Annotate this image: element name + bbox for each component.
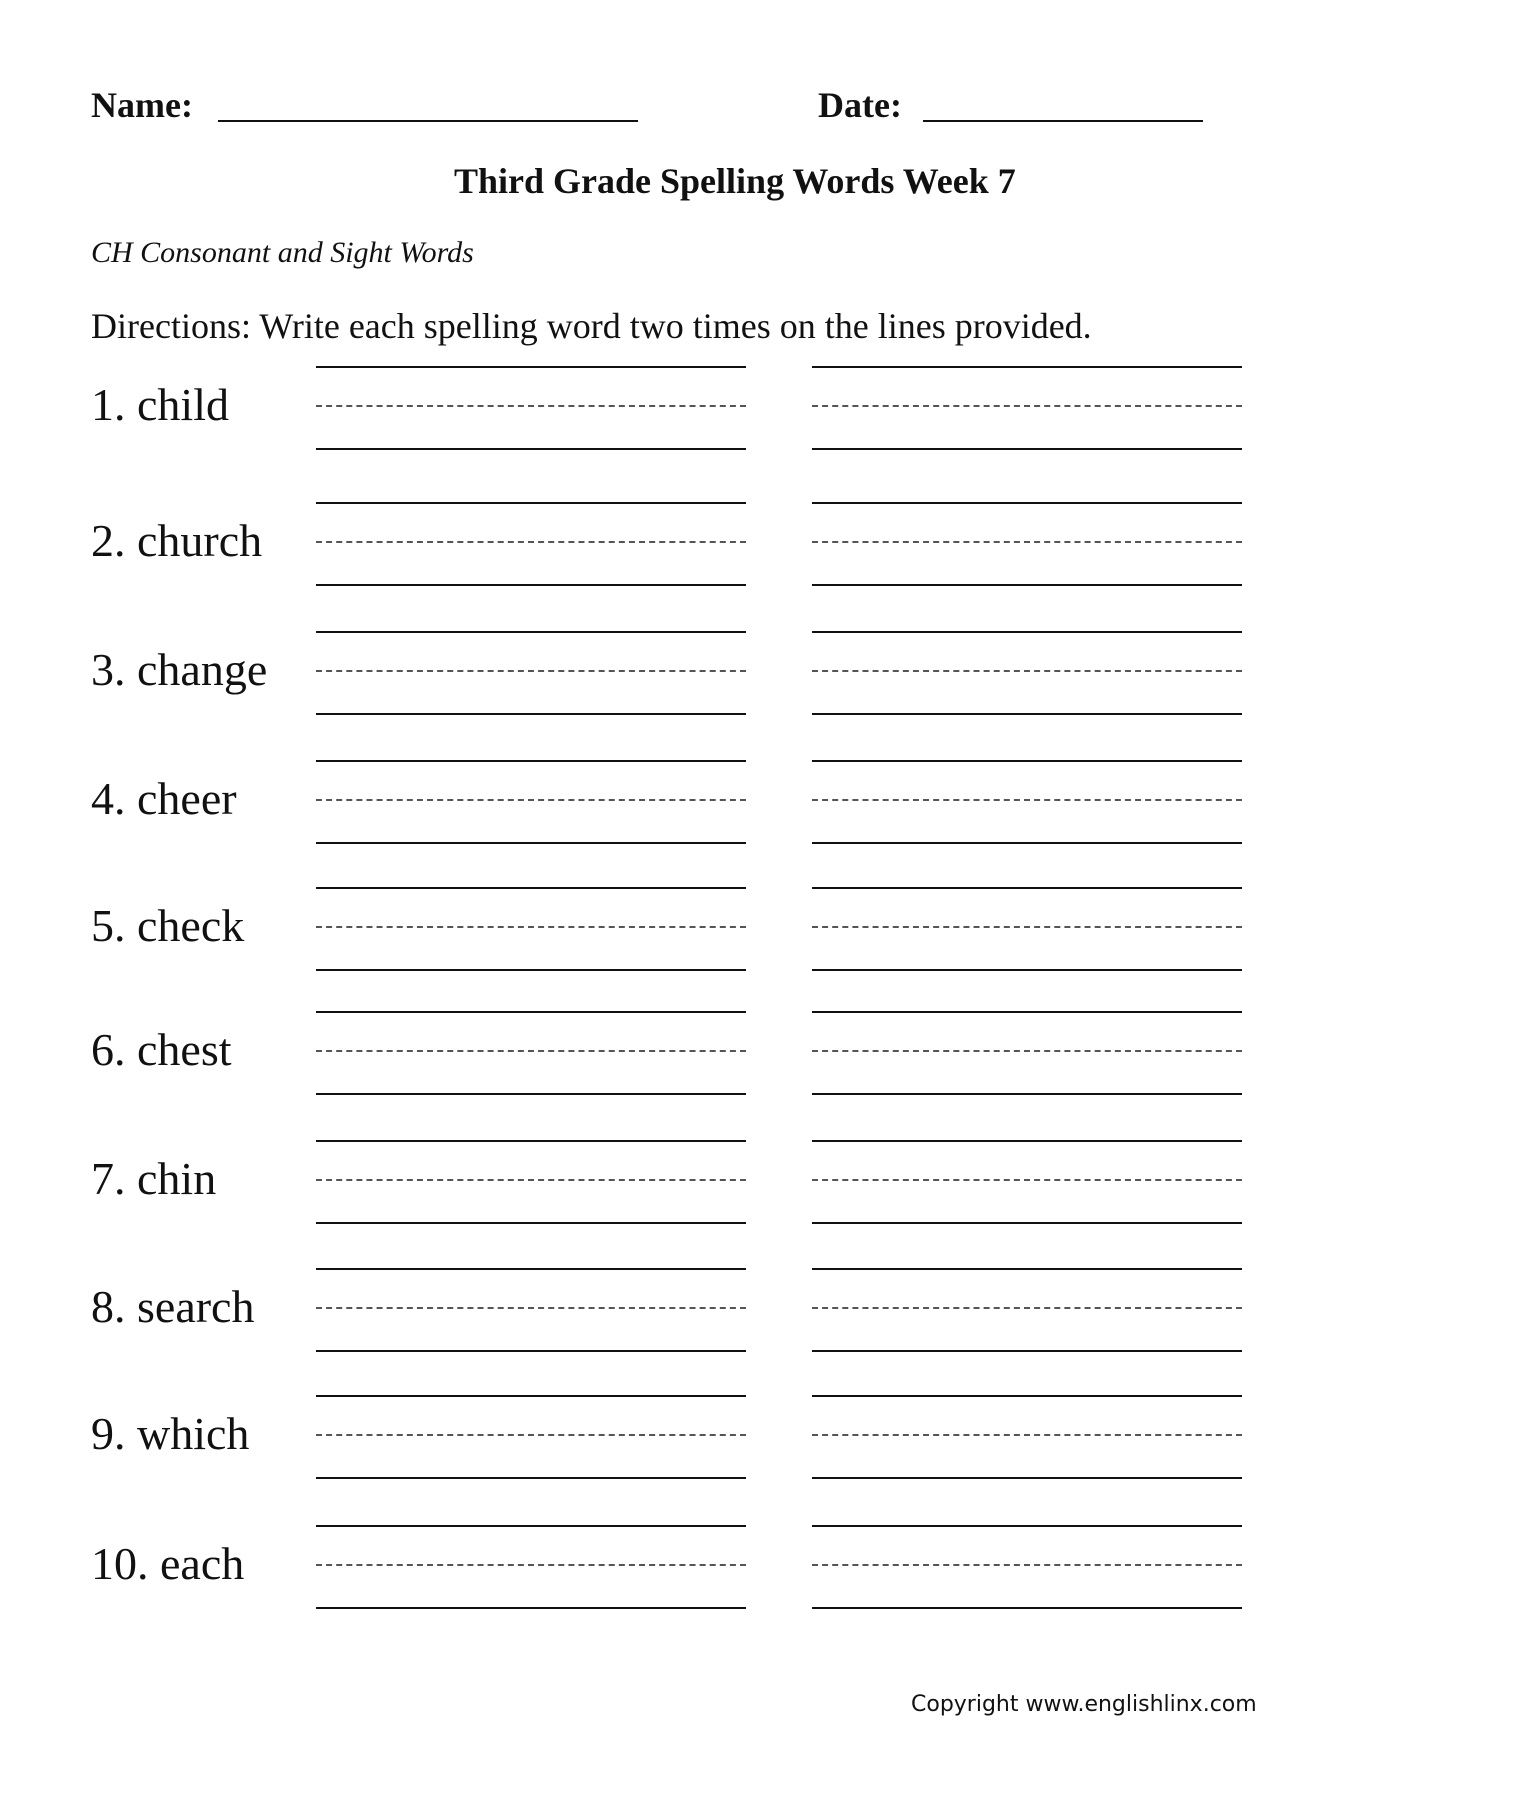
dashed-midline [812, 926, 1242, 928]
baseline-guide-line [316, 1093, 746, 1095]
spelling-word: 4. cheer [91, 773, 237, 824]
writing-area-right[interactable] [812, 360, 1242, 450]
baseline-guide-line [812, 1477, 1242, 1479]
baseline-guide-line [316, 1222, 746, 1224]
writing-area-right[interactable] [812, 1005, 1242, 1095]
dashed-midline [316, 1434, 746, 1436]
page-title: Third Grade Spelling Words Week 7 [454, 161, 1016, 201]
dashed-midline [812, 1307, 1242, 1309]
baseline-guide-line [316, 713, 746, 715]
directions: Directions: Write each spelling word two times on the lines provided. [91, 306, 1092, 346]
spelling-word: 9. which [91, 1408, 250, 1459]
baseline-guide-line [316, 584, 746, 586]
spelling-word: 3. change [91, 644, 268, 695]
top-guide-line [316, 760, 746, 762]
writing-area-right[interactable] [812, 1519, 1242, 1609]
baseline-guide-line [812, 448, 1242, 450]
name-field[interactable] [218, 120, 638, 122]
top-guide-line [316, 887, 746, 889]
word-row [0, 1134, 1522, 1224]
spelling-word: 10. each [91, 1538, 245, 1589]
top-guide-line [316, 1268, 746, 1270]
writing-area-right[interactable] [812, 754, 1242, 844]
writing-area-left[interactable] [316, 1389, 746, 1479]
dashed-midline [812, 405, 1242, 407]
writing-area-right[interactable] [812, 625, 1242, 715]
top-guide-line [812, 887, 1242, 889]
baseline-guide-line [316, 1350, 746, 1352]
writing-area-left[interactable] [316, 496, 746, 586]
baseline-guide-line [316, 842, 746, 844]
writing-area-left[interactable] [316, 1005, 746, 1095]
subtitle: CH Consonant and Sight Words [91, 236, 474, 269]
spelling-word: 8. search [91, 1281, 255, 1332]
word-row [0, 881, 1522, 971]
top-guide-line [812, 502, 1242, 504]
writing-area-right[interactable] [812, 1134, 1242, 1224]
baseline-guide-line [812, 713, 1242, 715]
word-row [0, 360, 1522, 450]
dashed-midline [316, 1179, 746, 1181]
word-row [0, 1389, 1522, 1479]
top-guide-line [812, 760, 1242, 762]
baseline-guide-line [812, 969, 1242, 971]
dashed-midline [812, 670, 1242, 672]
dashed-midline [316, 1050, 746, 1052]
dashed-midline [316, 1564, 746, 1566]
writing-area-right[interactable] [812, 496, 1242, 586]
dashed-midline [316, 541, 746, 543]
baseline-guide-line [316, 1607, 746, 1609]
date-field[interactable] [923, 120, 1203, 122]
spelling-word: 2. church [91, 515, 263, 566]
dashed-midline [316, 1307, 746, 1309]
baseline-guide-line [316, 969, 746, 971]
writing-area-left[interactable] [316, 1262, 746, 1352]
top-guide-line [812, 1268, 1242, 1270]
dashed-midline [812, 1434, 1242, 1436]
word-row [0, 625, 1522, 715]
spelling-word: 1. child [91, 379, 229, 430]
baseline-guide-line [812, 584, 1242, 586]
dashed-midline [812, 541, 1242, 543]
baseline-guide-line [812, 1222, 1242, 1224]
top-guide-line [812, 1011, 1242, 1013]
dashed-midline [316, 670, 746, 672]
word-row [0, 496, 1522, 586]
top-guide-line [316, 366, 746, 368]
baseline-guide-line [812, 842, 1242, 844]
writing-area-left[interactable] [316, 881, 746, 971]
name-label: Name: [91, 85, 193, 125]
baseline-guide-line [812, 1607, 1242, 1609]
dashed-midline [316, 405, 746, 407]
writing-area-left[interactable] [316, 625, 746, 715]
writing-area-left[interactable] [316, 1134, 746, 1224]
dashed-midline [812, 1050, 1242, 1052]
dashed-midline [316, 799, 746, 801]
dashed-midline [316, 926, 746, 928]
copyright: Copyright www.englishlinx.com [911, 1692, 1257, 1717]
top-guide-line [812, 1140, 1242, 1142]
top-guide-line [316, 1395, 746, 1397]
top-guide-line [316, 631, 746, 633]
top-guide-line [812, 1525, 1242, 1527]
dashed-midline [812, 1179, 1242, 1181]
top-guide-line [812, 366, 1242, 368]
date-label: Date: [818, 85, 902, 125]
writing-area-right[interactable] [812, 1262, 1242, 1352]
spelling-word: 6. chest [91, 1024, 232, 1075]
dashed-midline [812, 799, 1242, 801]
spelling-word: 5. check [91, 900, 245, 951]
word-row [0, 1519, 1522, 1609]
word-row [0, 1262, 1522, 1352]
baseline-guide-line [812, 1350, 1242, 1352]
writing-area-left[interactable] [316, 360, 746, 450]
baseline-guide-line [812, 1093, 1242, 1095]
top-guide-line [316, 1011, 746, 1013]
word-row [0, 1005, 1522, 1095]
writing-area-left[interactable] [316, 1519, 746, 1609]
top-guide-line [812, 631, 1242, 633]
top-guide-line [316, 1140, 746, 1142]
dashed-midline [812, 1564, 1242, 1566]
writing-area-right[interactable] [812, 1389, 1242, 1479]
writing-area-right[interactable] [812, 881, 1242, 971]
top-guide-line [316, 502, 746, 504]
spelling-word: 7. chin [91, 1153, 217, 1204]
writing-area-left[interactable] [316, 754, 746, 844]
baseline-guide-line [316, 448, 746, 450]
word-row [0, 754, 1522, 844]
baseline-guide-line [316, 1477, 746, 1479]
top-guide-line [812, 1395, 1242, 1397]
top-guide-line [316, 1525, 746, 1527]
